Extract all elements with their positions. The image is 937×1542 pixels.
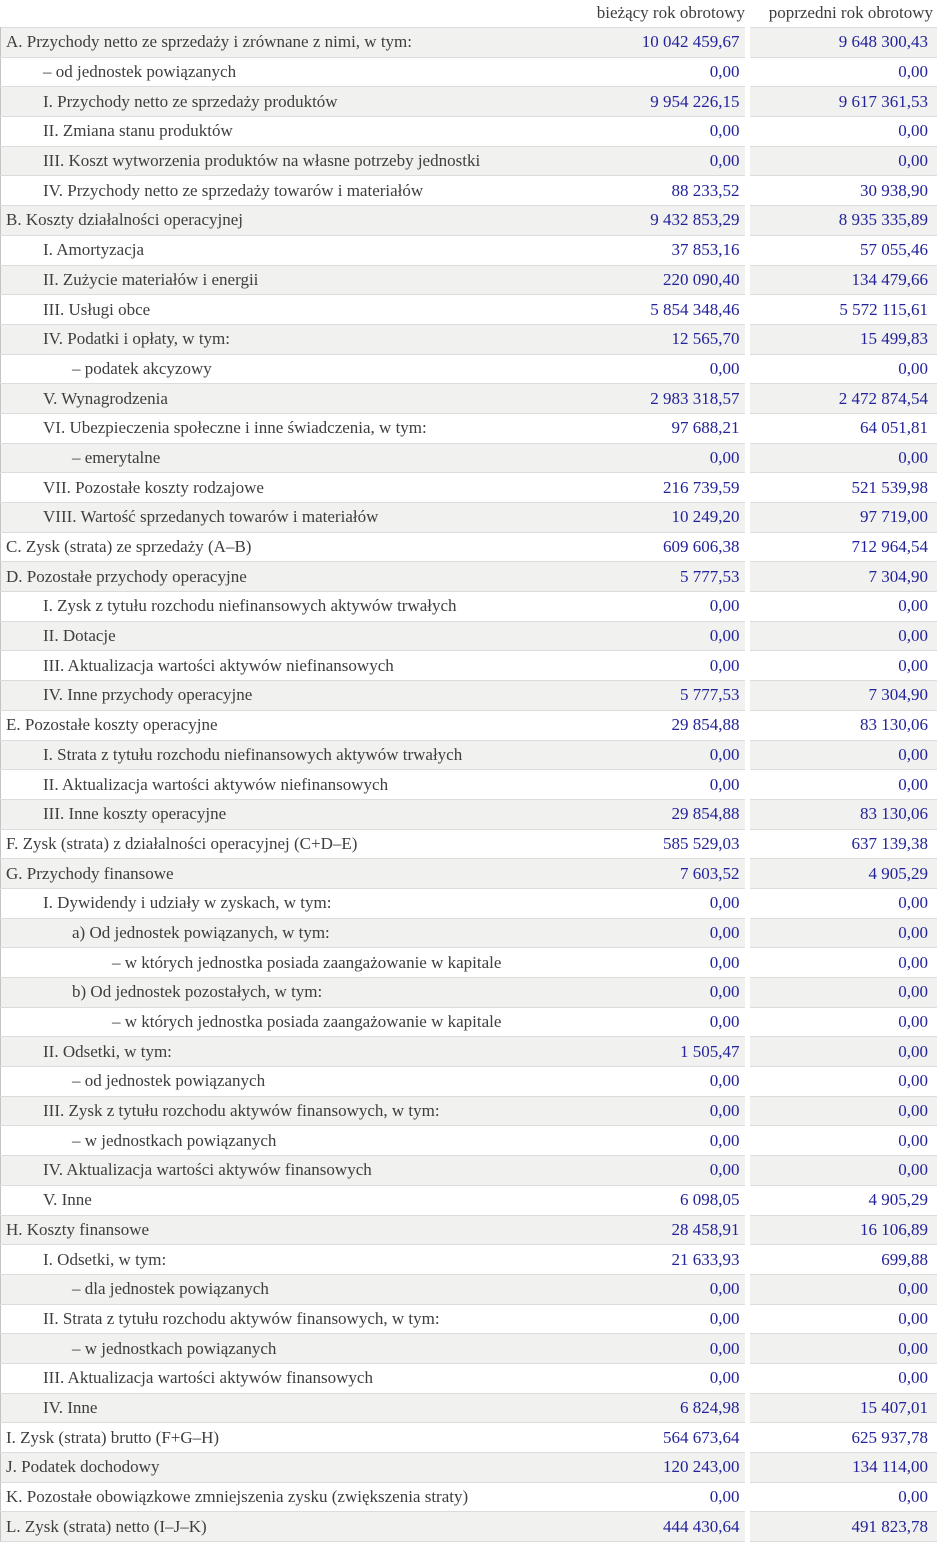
- value-current-year: 0,00: [561, 651, 747, 681]
- value-current-year: 585 529,03: [561, 829, 747, 859]
- row-label: – dla jednostek powiązanych: [1, 1274, 562, 1304]
- value-current-year: 0,00: [561, 621, 747, 651]
- value-current-year: 0,00: [561, 1156, 747, 1186]
- table-row: [1, 1067, 937, 1097]
- value-previous-year: 2 472 874,54: [747, 384, 937, 414]
- value-previous-year: 0,00: [747, 651, 937, 681]
- table-row: [1, 829, 937, 859]
- row-label: I. Przychody netto ze sprzedaży produktów: [1, 87, 562, 117]
- value-previous-year: 30 938,90: [747, 176, 937, 206]
- table-header-row: [1, 0, 937, 28]
- value-current-year: 120 243,00: [561, 1453, 747, 1483]
- value-current-year: 2 983 318,57: [561, 384, 747, 414]
- value-current-year: 0,00: [561, 57, 747, 87]
- value-previous-year: 64 051,81: [747, 413, 937, 443]
- row-label: – w jednostkach powiązanych: [1, 1334, 562, 1364]
- value-current-year: 0,00: [561, 1274, 747, 1304]
- value-previous-year: 7 304,90: [747, 562, 937, 592]
- value-previous-year: 0,00: [747, 621, 937, 651]
- table-row: [1, 1096, 937, 1126]
- value-previous-year: 0,00: [747, 918, 937, 948]
- table-row: [1, 562, 937, 592]
- row-label: B. Koszty działalności operacyjnej: [1, 206, 562, 236]
- header-empty-cell: [1, 0, 562, 28]
- value-current-year: 0,00: [561, 443, 747, 473]
- value-current-year: 0,00: [561, 146, 747, 176]
- value-previous-year: 0,00: [747, 1274, 937, 1304]
- value-previous-year: 83 130,06: [747, 710, 937, 740]
- value-previous-year: 0,00: [747, 146, 937, 176]
- value-current-year: 609 606,38: [561, 532, 747, 562]
- value-previous-year: 0,00: [747, 1037, 937, 1067]
- value-previous-year: 637 139,38: [747, 829, 937, 859]
- table-row: [1, 1245, 937, 1275]
- value-previous-year: 0,00: [747, 888, 937, 918]
- table-row: [1, 443, 937, 473]
- table-row: [1, 1156, 937, 1186]
- table-row: [1, 1453, 937, 1483]
- table-row: [1, 473, 937, 503]
- row-label: V. Wynagrodzenia: [1, 384, 562, 414]
- table-row: [1, 651, 937, 681]
- value-previous-year: 712 964,54: [747, 532, 937, 562]
- value-previous-year: 0,00: [747, 1304, 937, 1334]
- table-row: [1, 117, 937, 147]
- row-label: – od jednostek powiązanych: [1, 1067, 562, 1097]
- table-row: [1, 413, 937, 443]
- table-row: [1, 1185, 937, 1215]
- value-current-year: 29 854,88: [561, 799, 747, 829]
- row-label: F. Zysk (strata) z działalności operacyjnej (C+D–E): [1, 829, 562, 859]
- header-current-year: bieżący rok obrotowy: [561, 0, 747, 28]
- value-previous-year: 5 572 115,61: [747, 295, 937, 325]
- row-label: I. Odsetki, w tym:: [1, 1245, 562, 1275]
- row-label: – od jednostek powiązanych: [1, 57, 562, 87]
- table-row: [1, 176, 937, 206]
- value-previous-year: 625 937,78: [747, 1423, 937, 1453]
- value-previous-year: 0,00: [747, 1067, 937, 1097]
- value-previous-year: 0,00: [747, 1334, 937, 1364]
- value-current-year: 0,00: [561, 1304, 747, 1334]
- value-current-year: 0,00: [561, 354, 747, 384]
- value-current-year: 0,00: [561, 1482, 747, 1512]
- row-label: H. Koszty finansowe: [1, 1215, 562, 1245]
- value-previous-year: 4 905,29: [747, 1185, 937, 1215]
- row-label: G. Przychody finansowe: [1, 859, 562, 889]
- row-label: V. Inne: [1, 1185, 562, 1215]
- row-label: – podatek akcyzowy: [1, 354, 562, 384]
- value-previous-year: 15 407,01: [747, 1393, 937, 1423]
- value-previous-year: 0,00: [747, 592, 937, 622]
- row-label: III. Zysk z tytułu rozchodu aktywów finansowych, w tym:: [1, 1096, 562, 1126]
- row-label: IV. Inne przychody operacyjne: [1, 681, 562, 711]
- value-current-year: 5 854 348,46: [561, 295, 747, 325]
- row-label: I. Dywidendy i udziały w zyskach, w tym:: [1, 888, 562, 918]
- row-label: II. Odsetki, w tym:: [1, 1037, 562, 1067]
- value-previous-year: 0,00: [747, 1482, 937, 1512]
- table-row: [1, 206, 937, 236]
- table-row: [1, 978, 937, 1008]
- row-label: II. Zużycie materiałów i energii: [1, 265, 562, 295]
- table-row: [1, 28, 937, 58]
- table-row: [1, 799, 937, 829]
- table-row: [1, 384, 937, 414]
- row-label: I. Zysk (strata) brutto (F+G–H): [1, 1423, 562, 1453]
- value-current-year: 7 603,52: [561, 859, 747, 889]
- table-row: [1, 532, 937, 562]
- row-label: III. Usługi obce: [1, 295, 562, 325]
- row-label: II. Zmiana stanu produktów: [1, 117, 562, 147]
- value-previous-year: 9 617 361,53: [747, 87, 937, 117]
- row-label: – w jednostkach powiązanych: [1, 1126, 562, 1156]
- value-previous-year: 83 130,06: [747, 799, 937, 829]
- table-row: [1, 1126, 937, 1156]
- value-previous-year: 97 719,00: [747, 503, 937, 533]
- table-row: [1, 295, 937, 325]
- row-label: C. Zysk (strata) ze sprzedaży (A–B): [1, 532, 562, 562]
- table-row: [1, 1274, 937, 1304]
- value-current-year: 0,00: [561, 948, 747, 978]
- value-current-year: 220 090,40: [561, 265, 747, 295]
- row-label: a) Od jednostek powiązanych, w tym:: [1, 918, 562, 948]
- table-row: [1, 740, 937, 770]
- value-current-year: 5 777,53: [561, 562, 747, 592]
- row-label: VIII. Wartość sprzedanych towarów i materiałów: [1, 503, 562, 533]
- value-current-year: 0,00: [561, 1363, 747, 1393]
- value-previous-year: 8 935 335,89: [747, 206, 937, 236]
- value-previous-year: 134 114,00: [747, 1453, 937, 1483]
- value-previous-year: 0,00: [747, 443, 937, 473]
- table-row: [1, 324, 937, 354]
- table-row: [1, 888, 937, 918]
- table-row: [1, 1482, 937, 1512]
- header-previous-year: poprzedni rok obrotowy: [747, 0, 937, 28]
- table-row: [1, 948, 937, 978]
- value-previous-year: 699,88: [747, 1245, 937, 1275]
- value-current-year: 37 853,16: [561, 235, 747, 265]
- value-previous-year: 0,00: [747, 948, 937, 978]
- row-label: II. Aktualizacja wartości aktywów niefinansowych: [1, 770, 562, 800]
- value-current-year: 444 430,64: [561, 1512, 747, 1542]
- value-current-year: 5 777,53: [561, 681, 747, 711]
- row-label: I. Strata z tytułu rozchodu niefinansowych aktywów trwałych: [1, 740, 562, 770]
- value-current-year: 9 432 853,29: [561, 206, 747, 236]
- value-current-year: 0,00: [561, 117, 747, 147]
- row-label: III. Aktualizacja wartości aktywów finansowych: [1, 1363, 562, 1393]
- table-row: [1, 710, 937, 740]
- row-label: III. Koszt wytworzenia produktów na własne potrzeby jednostki: [1, 146, 562, 176]
- row-label: J. Podatek dochodowy: [1, 1453, 562, 1483]
- value-current-year: 28 458,91: [561, 1215, 747, 1245]
- value-previous-year: 521 539,98: [747, 473, 937, 503]
- row-label: – emerytalne: [1, 443, 562, 473]
- row-label: E. Pozostałe koszty operacyjne: [1, 710, 562, 740]
- value-current-year: 6 098,05: [561, 1185, 747, 1215]
- value-previous-year: 0,00: [747, 354, 937, 384]
- value-current-year: 97 688,21: [561, 413, 747, 443]
- row-label: IV. Inne: [1, 1393, 562, 1423]
- table-row: [1, 1512, 937, 1542]
- row-label: – w których jednostka posiada zaangażowanie w kapitale: [1, 948, 562, 978]
- value-previous-year: 57 055,46: [747, 235, 937, 265]
- value-current-year: 0,00: [561, 1334, 747, 1364]
- table-row: [1, 1334, 937, 1364]
- row-label: II. Strata z tytułu rozchodu aktywów finansowych, w tym:: [1, 1304, 562, 1334]
- table-row: [1, 918, 937, 948]
- table-row: [1, 1423, 937, 1453]
- table-row: [1, 770, 937, 800]
- value-current-year: 216 739,59: [561, 473, 747, 503]
- table-row: [1, 1304, 937, 1334]
- value-current-year: 0,00: [561, 888, 747, 918]
- value-previous-year: 0,00: [747, 1156, 937, 1186]
- value-previous-year: 7 304,90: [747, 681, 937, 711]
- row-label: IV. Aktualizacja wartości aktywów finansowych: [1, 1156, 562, 1186]
- value-previous-year: 491 823,78: [747, 1512, 937, 1542]
- table-row: [1, 681, 937, 711]
- value-current-year: 6 824,98: [561, 1393, 747, 1423]
- value-previous-year: 0,00: [747, 117, 937, 147]
- table-row: [1, 235, 937, 265]
- value-current-year: 9 954 226,15: [561, 87, 747, 117]
- table-row: [1, 621, 937, 651]
- row-label: IV. Podatki i opłaty, w tym:: [1, 324, 562, 354]
- value-current-year: 0,00: [561, 1007, 747, 1037]
- row-label: b) Od jednostek pozostałych, w tym:: [1, 978, 562, 1008]
- value-previous-year: 0,00: [747, 1007, 937, 1037]
- row-label: I. Amortyzacja: [1, 235, 562, 265]
- value-current-year: 0,00: [561, 978, 747, 1008]
- value-previous-year: 9 648 300,43: [747, 28, 937, 58]
- table-row: [1, 57, 937, 87]
- value-previous-year: 0,00: [747, 1126, 937, 1156]
- row-label: VII. Pozostałe koszty rodzajowe: [1, 473, 562, 503]
- table-row: [1, 146, 937, 176]
- row-label: IV. Przychody netto ze sprzedaży towarów i materiałów: [1, 176, 562, 206]
- row-label: L. Zysk (strata) netto (I–J–K): [1, 1512, 562, 1542]
- value-current-year: 10 042 459,67: [561, 28, 747, 58]
- value-previous-year: 0,00: [747, 770, 937, 800]
- value-current-year: 29 854,88: [561, 710, 747, 740]
- row-label: A. Przychody netto ze sprzedaży i zrównane z nimi, w tym:: [1, 28, 562, 58]
- row-label: I. Zysk z tytułu rozchodu niefinansowych aktywów trwałych: [1, 592, 562, 622]
- value-previous-year: 134 479,66: [747, 265, 937, 295]
- value-current-year: 21 633,93: [561, 1245, 747, 1275]
- value-current-year: 0,00: [561, 1067, 747, 1097]
- value-current-year: 0,00: [561, 592, 747, 622]
- table-row: [1, 592, 937, 622]
- value-current-year: 0,00: [561, 918, 747, 948]
- value-current-year: 12 565,70: [561, 324, 747, 354]
- value-current-year: 10 249,20: [561, 503, 747, 533]
- value-current-year: 0,00: [561, 1126, 747, 1156]
- value-previous-year: 15 499,83: [747, 324, 937, 354]
- value-current-year: 0,00: [561, 1096, 747, 1126]
- row-label: III. Aktualizacja wartości aktywów niefinansowych: [1, 651, 562, 681]
- value-previous-year: 0,00: [747, 57, 937, 87]
- value-previous-year: 4 905,29: [747, 859, 937, 889]
- table-row: [1, 859, 937, 889]
- value-current-year: 1 505,47: [561, 1037, 747, 1067]
- row-label: – w których jednostka posiada zaangażowanie w kapitale: [1, 1007, 562, 1037]
- table-row: [1, 1007, 937, 1037]
- table-row: [1, 1363, 937, 1393]
- table-row: [1, 1393, 937, 1423]
- value-current-year: 0,00: [561, 770, 747, 800]
- table-row: [1, 354, 937, 384]
- value-previous-year: 0,00: [747, 1363, 937, 1393]
- row-label: K. Pozostałe obowiązkowe zmniejszenia zysku (zwiększenia straty): [1, 1482, 562, 1512]
- value-current-year: 564 673,64: [561, 1423, 747, 1453]
- table-row: [1, 87, 937, 117]
- value-previous-year: 0,00: [747, 740, 937, 770]
- value-previous-year: 16 106,89: [747, 1215, 937, 1245]
- table-row: [1, 265, 937, 295]
- row-label: D. Pozostałe przychody operacyjne: [1, 562, 562, 592]
- table-row: [1, 503, 937, 533]
- value-previous-year: 0,00: [747, 978, 937, 1008]
- row-label: VI. Ubezpieczenia społeczne i inne świadczenia, w tym:: [1, 413, 562, 443]
- row-label: III. Inne koszty operacyjne: [1, 799, 562, 829]
- row-label: II. Dotacje: [1, 621, 562, 651]
- table-row: [1, 1037, 937, 1067]
- value-current-year: 0,00: [561, 740, 747, 770]
- value-previous-year: 0,00: [747, 1096, 937, 1126]
- value-current-year: 88 233,52: [561, 176, 747, 206]
- table-row: [1, 1215, 937, 1245]
